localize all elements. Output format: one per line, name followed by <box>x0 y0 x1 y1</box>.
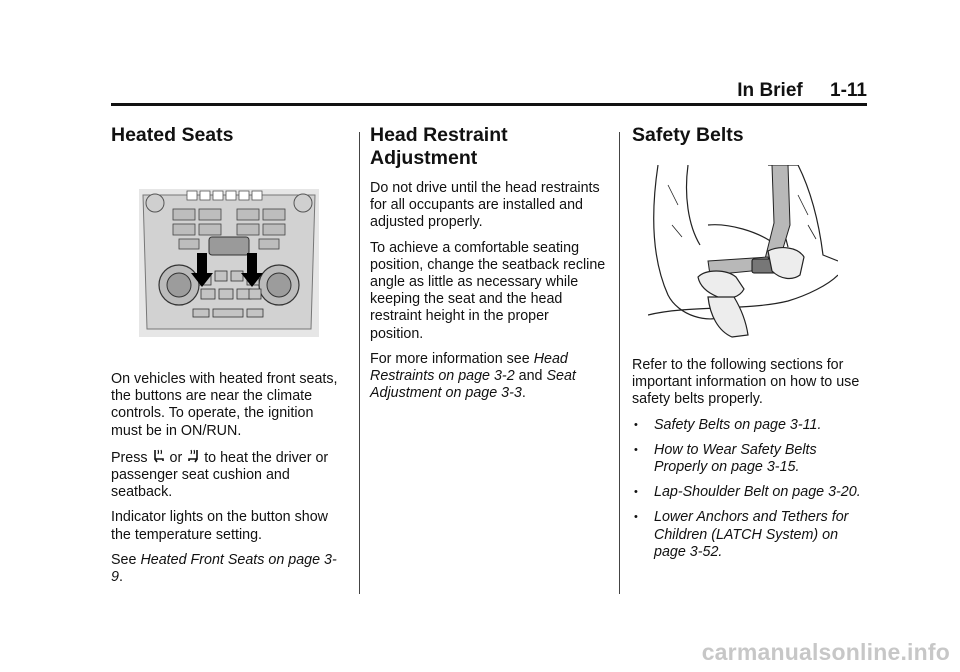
list-item[interactable] <box>632 484 870 501</box>
head-restraint-para-1: Do not drive until the head restraints for all occupants are installed and adjusted properly. <box>370 180 600 231</box>
column-divider-1 <box>359 132 360 594</box>
list-item-text: Lower Anchors and Tethers for Children (LATCH System) on page 3-52. <box>654 509 849 560</box>
list-item-text: How to Wear Safety Belts Properly on page 3-15. <box>654 441 817 476</box>
bullet: • <box>634 486 638 499</box>
watermark: carmanualsonline.info <box>701 639 950 665</box>
head-restraint-heading: Head Restraint Adjustment <box>370 124 508 169</box>
heat-instruction-cont: passenger seat cushion and seatback. <box>111 467 290 501</box>
head-restraints-link[interactable]: Head Restraints on page 3-2 <box>370 350 568 385</box>
safety-belts-para-1: Refer to the following sections for important information on how to use safety belts properly. <box>632 357 860 408</box>
heat-instruction: to heat the driver or <box>204 449 329 466</box>
press-label: Press <box>111 449 148 466</box>
head-restraint-para-3 <box>370 351 606 403</box>
column-divider-2 <box>619 132 620 594</box>
page-header <box>111 80 867 102</box>
climate-panel-figure <box>139 189 319 337</box>
column-heated-seats <box>111 124 343 594</box>
safety-belt-figure <box>648 165 838 341</box>
period: . <box>118 569 123 586</box>
driver-heated-seat-icon <box>152 448 166 464</box>
seat-adjustment-link[interactable]: Seat Adjustment on page 3-3 <box>370 368 576 402</box>
period: . <box>521 385 526 402</box>
safety-belt-reference-list <box>632 417 870 561</box>
head-restraint-para-2: To achieve a comfortable seating position, change the seatback recline angle as little as necessary while keeping the seat and the head restraint height in the proper position. <box>370 239 606 342</box>
list-item-text: Safety Belts on page 3-11. <box>654 416 822 433</box>
bullet: • <box>634 511 638 524</box>
column-safety-belts <box>632 124 870 569</box>
or-label: or <box>169 449 183 466</box>
bullet: • <box>634 443 638 456</box>
heated-front-seats-link[interactable]: Heated Front Seats on page 3-9 <box>111 551 337 586</box>
column-head-restraint <box>370 124 606 410</box>
bullet: • <box>634 418 638 431</box>
safety-belts-heading: Safety Belts <box>632 124 744 146</box>
heated-seats-para-3: Indicator lights on the button show the temperature setting. <box>111 509 328 543</box>
list-item-text: Lap-Shoulder Belt on page 3-20. <box>654 484 861 501</box>
list-item[interactable] <box>632 509 870 561</box>
list-item[interactable] <box>632 442 870 476</box>
heated-seats-heading: Heated Seats <box>111 124 234 146</box>
see-label: See <box>111 551 137 568</box>
safety-belt-illustration <box>648 165 838 341</box>
passenger-heated-seat-icon <box>186 448 200 464</box>
page-number: 1-11 <box>830 80 867 101</box>
climate-panel-illustration <box>139 189 319 337</box>
list-item[interactable] <box>632 417 870 434</box>
heated-seats-para-1: On vehicles with heated front seats, the buttons are near the climate controls. To operate, the ignition must be in ON/RUN. <box>111 371 338 439</box>
and-label: and <box>518 368 543 385</box>
heated-seats-para-2 <box>111 448 343 502</box>
header-rule <box>111 103 867 106</box>
section-title: In Brief <box>737 80 803 101</box>
more-info-label: For more information see <box>370 350 530 367</box>
heated-seats-para-4 <box>111 552 343 586</box>
